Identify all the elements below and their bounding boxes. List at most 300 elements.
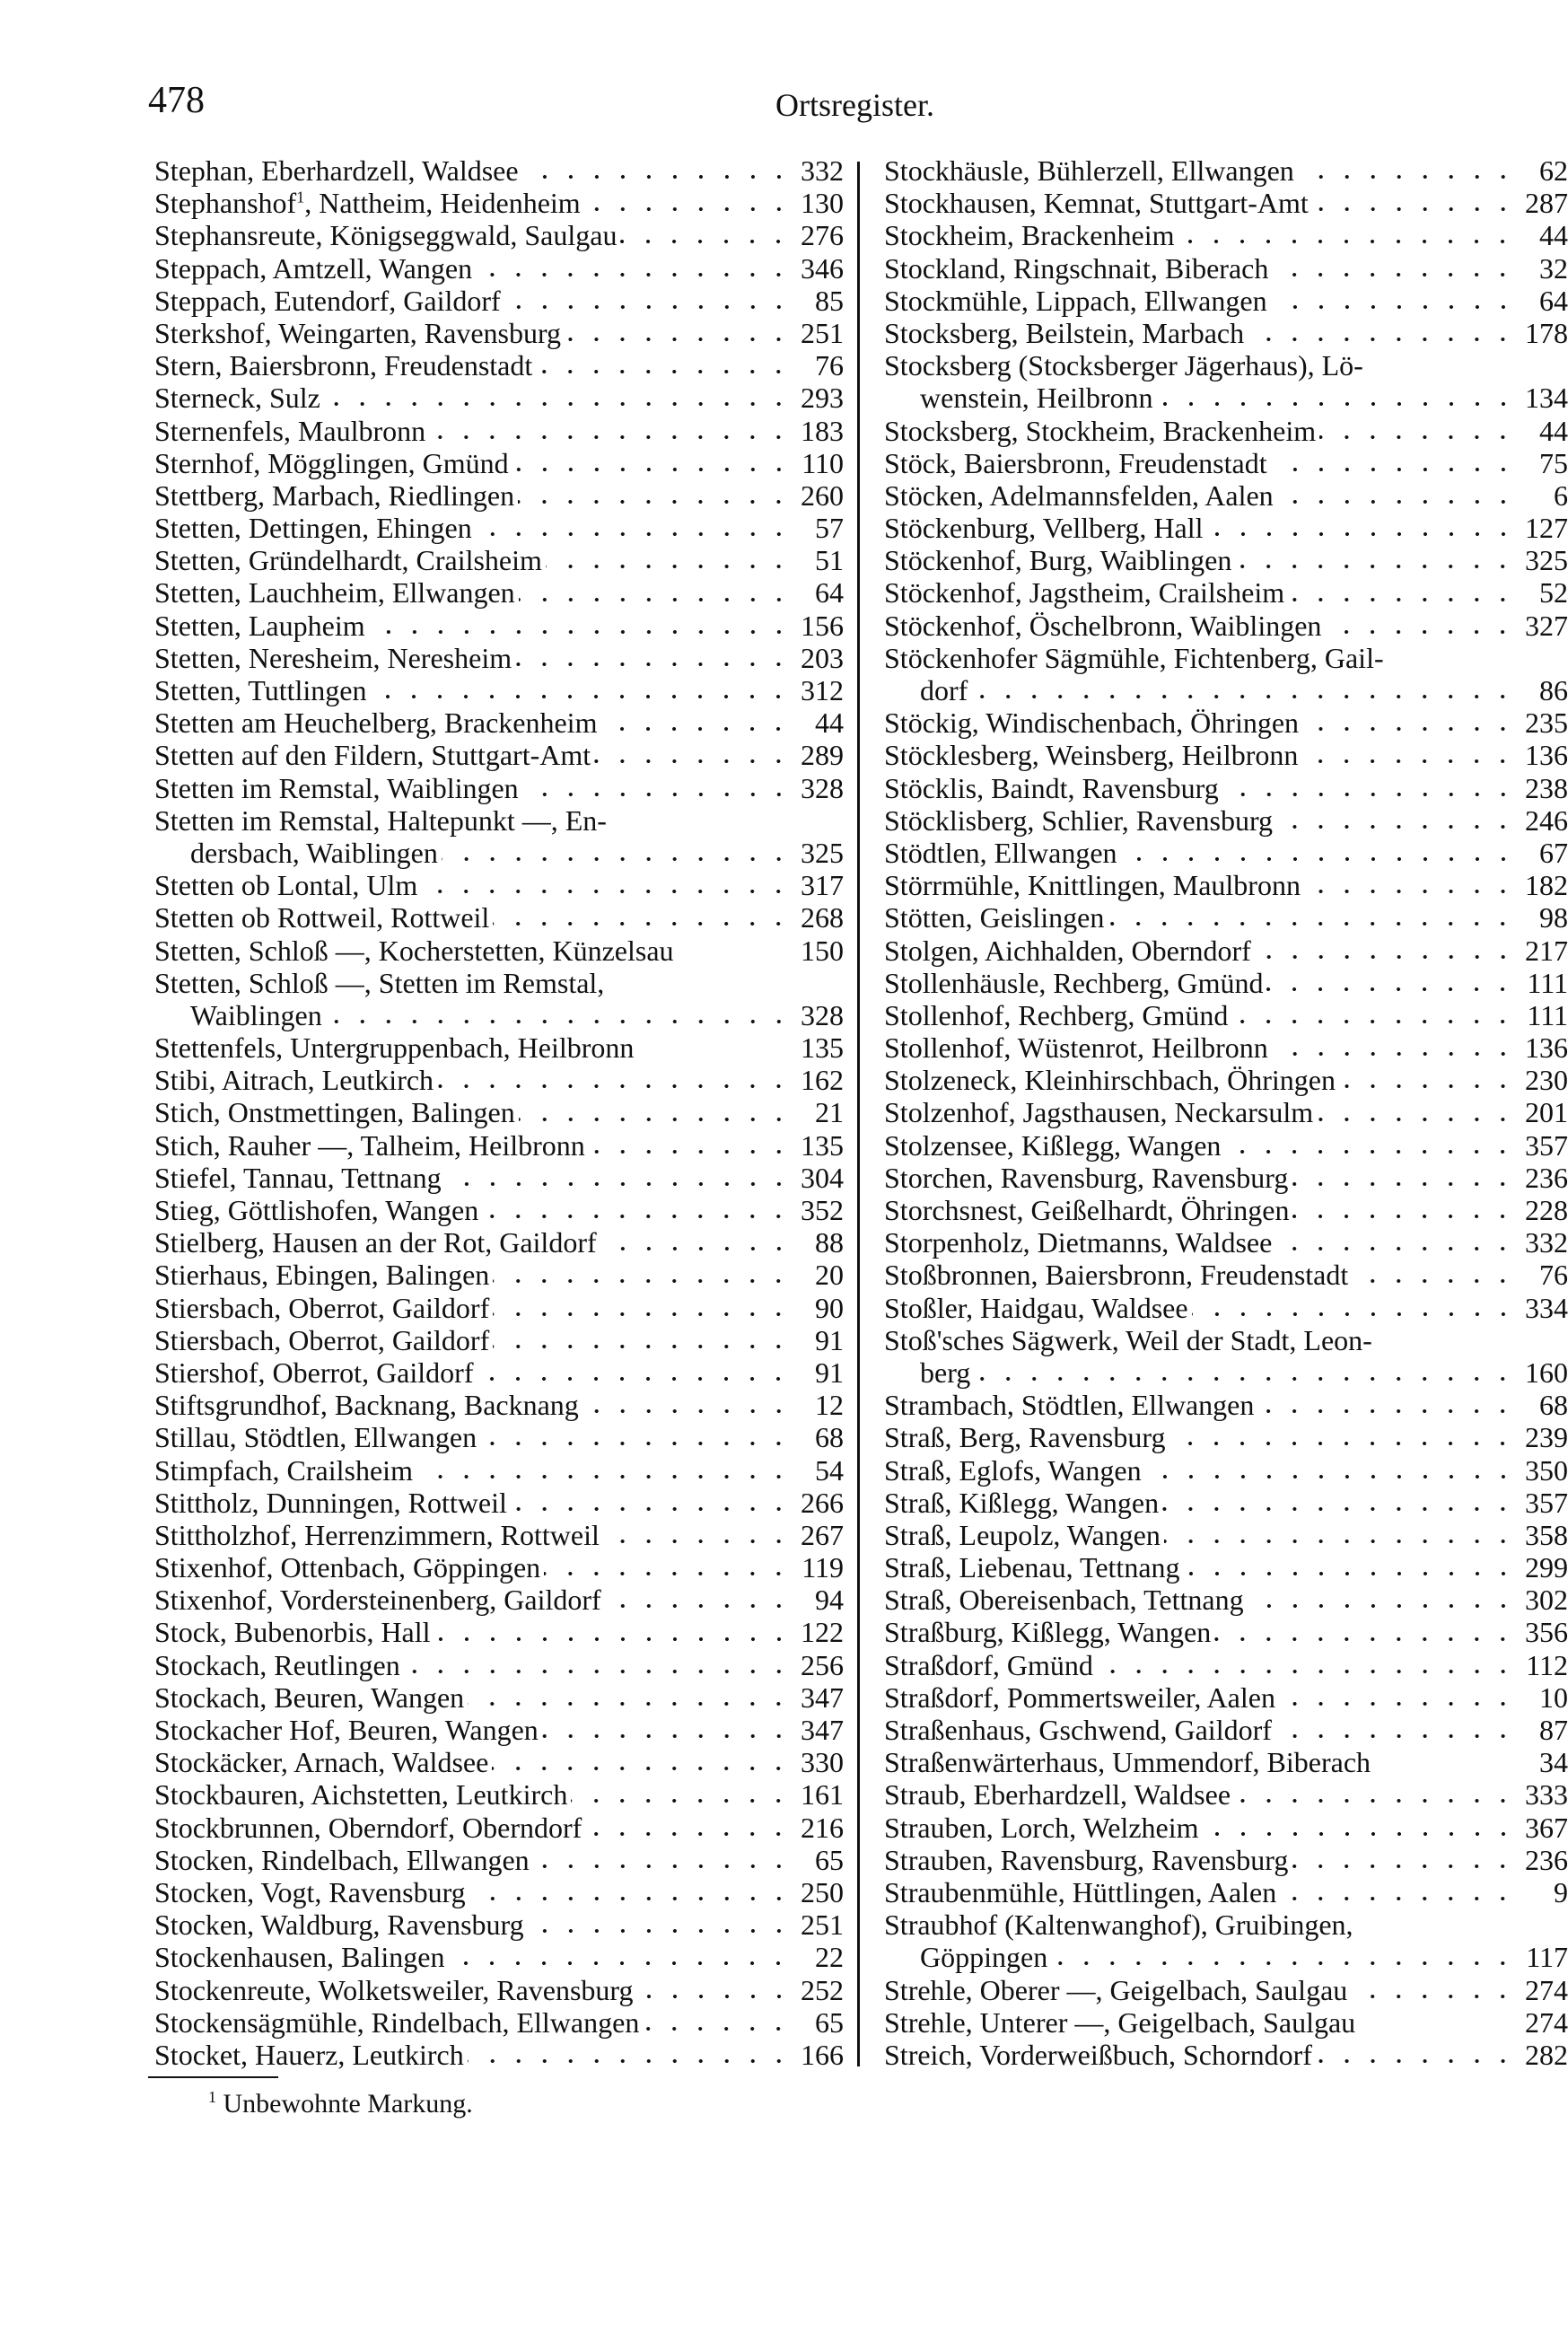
entry-text: Stetten, Laupheim <box>154 609 365 642</box>
entry-place-names <box>154 382 320 414</box>
entry-page-number: 68 <box>815 1421 844 1454</box>
entry-page-number: 76 <box>815 349 844 382</box>
dot-leader <box>1292 1212 1516 1221</box>
entry-page-number: 330 <box>801 1746 844 1779</box>
dot-leader <box>1271 303 1516 311</box>
entry-place-names <box>884 187 1309 219</box>
entry-page-number: 356 <box>1525 1616 1568 1649</box>
index-entry <box>154 1519 844 1551</box>
index-entry <box>884 706 1568 739</box>
dot-leader <box>585 1829 792 1838</box>
entry-text: Stiersbach, Oberrot, Gaildorf <box>154 1291 490 1324</box>
entry-page-number: 44 <box>815 706 844 740</box>
index-entry <box>884 1096 1568 1128</box>
dot-leader <box>468 2057 792 2066</box>
entry-page-number: 304 <box>801 1161 844 1194</box>
entry-place-names <box>884 447 1267 479</box>
entry-page-number: 328 <box>801 771 844 804</box>
entry-place-names <box>884 1746 1371 1778</box>
entry-place-names <box>884 804 1273 837</box>
index-entry <box>154 804 844 837</box>
dot-leader <box>1108 919 1516 928</box>
entry-text: Stoßbronnen, Baiersbronn, Freudenstadt <box>884 1259 1349 1292</box>
entry-text: Stockbrunnen, Oberndorf, Oberndorf <box>154 1811 583 1844</box>
index-entry <box>884 1812 1568 1844</box>
entry-place-names <box>154 1714 539 1746</box>
entry-text: Stettberg, Marbach, Riedlingen <box>154 478 515 512</box>
entry-place-names <box>884 1421 1165 1453</box>
dot-leader <box>1231 1017 1516 1026</box>
index-entry-continuation <box>884 382 1568 414</box>
dot-leader <box>1352 1277 1516 1285</box>
dot-leader <box>637 1992 793 2001</box>
dot-leader <box>493 1342 792 1351</box>
index-entry <box>154 154 844 187</box>
entry-place-names <box>884 1584 1244 1616</box>
entry-place-names <box>884 2006 1355 2039</box>
entry-place-names <box>920 382 1153 414</box>
entry-text: Stephan, Eberhardzell, Waldsee <box>154 154 519 187</box>
dot-leader <box>1051 1959 1516 1968</box>
entry-text: Stiefel, Tannau, Tettnang <box>154 1161 442 1194</box>
entry-page-number: 127 <box>1525 512 1568 545</box>
entry-page-number: 62 <box>1539 154 1568 187</box>
entry-text: Stöckenhof, Burg, Waiblingen <box>884 544 1232 577</box>
index-entry <box>154 1487 844 1519</box>
index-entry <box>884 1876 1568 1908</box>
entry-page-number: 88 <box>815 1226 844 1259</box>
index-entry <box>884 999 1568 1031</box>
index-entry <box>884 1031 1568 1064</box>
dot-leader <box>565 335 792 344</box>
dot-leader <box>605 1601 792 1610</box>
index-entry <box>884 1746 1568 1778</box>
entry-text: Stich, Rauher —, Talheim, Heilbronn <box>154 1128 585 1162</box>
entry-page-number: 20 <box>815 1259 844 1292</box>
entry-place-names <box>154 1876 466 1908</box>
dot-leader <box>1234 1796 1516 1805</box>
entry-place-names <box>154 285 501 317</box>
entry-page-number: 130 <box>801 187 844 220</box>
entry-page-number: 160 <box>1525 1356 1568 1389</box>
footnote-marker: 1 <box>208 2088 216 2106</box>
entry-text: Stierhaus, Ebingen, Balingen <box>154 1259 490 1292</box>
index-entry <box>884 512 1568 544</box>
entry-place-names <box>154 1941 444 1973</box>
entry-page-number: 178 <box>1525 316 1568 349</box>
entry-place-names <box>884 1226 1272 1259</box>
dot-leader <box>1316 2057 1516 2066</box>
entry-text: Straß, Kißlegg, Wangen <box>884 1486 1160 1519</box>
dot-leader <box>533 1862 792 1871</box>
entry-page-number: 328 <box>801 998 844 1031</box>
entry-text: Steppach, Amtzell, Wangen <box>154 251 473 285</box>
entry-page-number: 325 <box>1525 544 1568 577</box>
dot-leader <box>1192 1310 1516 1319</box>
entry-place-names <box>884 1259 1348 1291</box>
index-entry <box>884 1616 1568 1648</box>
entry-place-names <box>154 706 597 739</box>
dot-leader <box>1312 205 1516 214</box>
index-entry <box>884 1551 1568 1584</box>
index-entry <box>884 576 1568 609</box>
index-entry <box>154 1194 844 1226</box>
dot-leader <box>1275 1244 1516 1253</box>
entry-page-number: 256 <box>801 1648 844 1681</box>
entry-text: Stetten, Schloß —, Stetten im Remstal, <box>154 966 605 999</box>
dot-leader <box>1224 1147 1516 1156</box>
entry-place-names <box>884 869 1301 901</box>
dot-leader <box>1272 270 1516 279</box>
entry-place-names <box>884 1844 1288 1876</box>
entry-place-names <box>884 999 1228 1031</box>
entry-text: Stetten, Dettingen, Ehingen <box>154 512 472 545</box>
dot-leader <box>643 2024 792 2033</box>
entry-page-number: 312 <box>801 674 844 706</box>
index-entry <box>154 706 844 739</box>
entry-page-number: 327 <box>1525 609 1568 642</box>
dot-leader <box>1304 887 1516 896</box>
index-entry <box>884 2039 1568 2071</box>
dot-leader <box>546 562 792 571</box>
entry-page-number: 75 <box>1539 446 1568 479</box>
entry-page-number: 347 <box>801 1714 844 1746</box>
index-column-right <box>884 154 1568 2071</box>
dot-leader <box>515 660 792 669</box>
dot-leader <box>1292 1180 1516 1189</box>
index-entry <box>884 1487 1568 1519</box>
entry-text: Stockenreute, Wolketsweiler, Ravensburg <box>154 1973 634 2006</box>
entry-place-names <box>154 1519 600 1551</box>
dot-leader <box>1178 237 1516 246</box>
entry-place-names <box>154 512 472 544</box>
index-entry <box>154 1908 844 1941</box>
entry-place-names <box>154 901 489 934</box>
index-entry <box>154 544 844 576</box>
entry-text: Stöckig, Windischenbach, Öhringen <box>884 706 1300 740</box>
dot-leader <box>1169 1439 1516 1448</box>
index-entry <box>154 1389 844 1421</box>
entry-place-names <box>154 252 472 285</box>
entry-place-names <box>154 772 519 804</box>
dot-leader <box>1292 1862 1516 1871</box>
index-entry <box>884 285 1568 317</box>
entry-page-number: 350 <box>1525 1453 1568 1487</box>
dot-leader <box>1248 1601 1516 1610</box>
index-entry <box>154 1096 844 1128</box>
entry-place-names <box>884 1194 1289 1226</box>
entry-text: Straubenmühle, Hüttlingen, Aalen <box>884 1875 1277 1908</box>
index-entry <box>884 415 1568 447</box>
entry-page-number: 161 <box>801 1778 844 1812</box>
entry-page-number: 9 <box>1554 1875 1568 1908</box>
entry-place-names <box>154 1421 477 1453</box>
entry-place-names <box>884 317 1244 349</box>
entry-page-number: 325 <box>801 836 844 869</box>
index-entry <box>154 642 844 674</box>
entry-place-names <box>154 1356 473 1389</box>
dot-leader <box>1184 1569 1516 1578</box>
index-entry <box>154 869 844 901</box>
entry-text: Stillau, Stödtlen, Ellwangen <box>154 1421 477 1454</box>
dot-leader <box>1255 952 1516 961</box>
entry-place-names <box>154 219 617 251</box>
entry-place-names <box>884 1064 1336 1096</box>
index-entry <box>884 804 1568 837</box>
index-entry <box>154 1421 844 1453</box>
entry-text: Stettenfels, Untergruppenbach, Heilbronn <box>154 1031 635 1065</box>
entry-text: Stockenhausen, Balingen <box>154 1941 445 1974</box>
running-title: Ortsregister. <box>775 87 934 123</box>
dot-leader <box>493 1310 792 1319</box>
dot-leader <box>589 1147 792 1156</box>
dot-leader <box>1317 1115 1516 1124</box>
entry-page-number: 251 <box>801 316 844 349</box>
dot-leader <box>482 1212 792 1221</box>
entry-text: Stetten im Remstal, Waiblingen <box>154 771 519 804</box>
entry-text: Stockensägmühle, Rindelbach, Ellwangen <box>154 2005 640 2039</box>
entry-page-number: 34 <box>1539 1746 1568 1779</box>
entry-text: Straßdorf, Gmünd <box>884 1648 1093 1681</box>
entry-place-names <box>884 837 1117 869</box>
entry-page-number: 182 <box>1525 869 1568 902</box>
index-entry <box>154 1941 844 1973</box>
entry-place-names <box>884 1096 1313 1128</box>
entry-text: , Nattheim, Heidenheim <box>304 187 581 220</box>
entry-text: Strehle, Unterer —, Geigelbach, Saulgau <box>884 2005 1356 2039</box>
entry-text: berg <box>920 1356 971 1389</box>
entry-page-number: 12 <box>815 1389 844 1422</box>
entry-place-names <box>154 1096 515 1128</box>
index-entry <box>884 1778 1568 1811</box>
entry-page-number: 357 <box>1525 1486 1568 1519</box>
index-entry <box>884 154 1568 187</box>
dot-leader <box>1203 1829 1517 1838</box>
entry-page-number: 134 <box>1525 382 1568 415</box>
entry-page-number: 156 <box>801 609 844 642</box>
index-entry <box>154 1129 844 1162</box>
entry-page-number: 267 <box>801 1518 844 1551</box>
entry-page-number: 293 <box>801 382 844 415</box>
entry-text: Stixenhof, Ottenbach, Göppingen <box>154 1551 541 1584</box>
entry-text: Stollenhof, Wüstenrot, Heilbronn <box>884 1031 1268 1065</box>
entry-place-names <box>884 479 1274 512</box>
entry-page-number: 44 <box>1539 414 1568 447</box>
entry-text: Straß, Eglofs, Wangen <box>884 1453 1142 1487</box>
index-entry-continuation <box>884 674 1568 706</box>
entry-page-number: 67 <box>1539 836 1568 869</box>
entry-place-names <box>884 1292 1188 1324</box>
dot-leader <box>1222 790 1516 799</box>
index-entry <box>884 1324 1568 1356</box>
entry-page-number: 85 <box>815 284 844 317</box>
index-entry <box>154 1876 844 1908</box>
entry-text: Stetten ob Rottweil, Rottweil <box>154 901 490 934</box>
dot-leader <box>536 367 792 376</box>
index-entry <box>884 1908 1568 1941</box>
index-entry <box>884 1519 1568 1551</box>
dot-leader <box>600 724 792 733</box>
dot-leader <box>1302 724 1516 733</box>
dot-leader <box>1272 1049 1516 1058</box>
index-entry <box>884 1226 1568 1259</box>
entry-page-number: 352 <box>801 1194 844 1226</box>
entry-place-names <box>884 1908 1353 1941</box>
dot-leader <box>326 1017 792 1026</box>
entry-text: Stiershof, Oberrot, Gaildorf <box>154 1356 474 1389</box>
entry-page-number: 32 <box>1539 251 1568 285</box>
entry-page-number: 287 <box>1525 187 1568 220</box>
entry-text: Stocket, Hauerz, Leutkirch <box>154 2038 464 2071</box>
entry-place-names <box>884 285 1267 317</box>
dot-leader <box>519 595 792 604</box>
entry-text: Straßdorf, Pommertsweiler, Aalen <box>884 1680 1275 1714</box>
index-entry <box>154 674 844 706</box>
entry-text: Stetten, Lauchheim, Ellwangen <box>154 576 515 610</box>
dot-leader <box>1351 1992 1516 2001</box>
index-entry <box>154 1031 844 1064</box>
entry-text: Stollenhäusle, Rechberg, Gmünd <box>884 966 1264 999</box>
entry-place-names <box>884 154 1294 187</box>
index-entry <box>154 1649 844 1681</box>
dot-leader <box>1276 822 1516 831</box>
entry-place-names <box>154 349 532 382</box>
entry-place-names <box>884 1519 1161 1551</box>
entry-page-number: 94 <box>815 1584 844 1617</box>
dot-leader <box>974 1374 1516 1383</box>
entry-place-names <box>154 1778 567 1811</box>
entry-page-number: 268 <box>801 901 844 934</box>
entry-place-names <box>884 1389 1254 1421</box>
entry-text: Stieg, Göttlishofen, Wangen <box>154 1194 479 1226</box>
entry-text: Stiersbach, Oberrot, Gaildorf <box>154 1323 490 1356</box>
entry-text: Straubhof (Kaltenwanghof), Gruibingen, <box>884 1908 1353 1942</box>
entry-place-names <box>884 219 1174 251</box>
entry-page-number: 201 <box>1525 1096 1568 1129</box>
entry-text: Straßenwärterhaus, Ummendorf, Biberach <box>884 1746 1371 1779</box>
entry-text: Storpenholz, Dietmanns, Waldsee <box>884 1226 1273 1259</box>
entry-text: Stöck, Baiersbronn, Freudenstadt <box>884 446 1267 479</box>
dot-leader <box>1280 1894 1516 1903</box>
entry-page-number: 217 <box>1525 934 1568 967</box>
entry-place-names <box>884 642 1384 674</box>
index-entry <box>884 1649 1568 1681</box>
entry-page-number: 266 <box>801 1486 844 1519</box>
entry-text: Stocken, Vogt, Ravensburg <box>154 1875 466 1908</box>
footnote-text: Unbewohnte Markung. <box>223 2089 473 2119</box>
index-entry <box>154 252 844 285</box>
entry-page-number: 110 <box>802 446 844 479</box>
entry-text: Stockach, Reutlingen <box>154 1648 400 1681</box>
entry-place-names <box>154 1162 442 1194</box>
entry-place-names <box>154 1649 400 1681</box>
entry-page-number: 65 <box>815 2005 844 2039</box>
index-entry <box>884 544 1568 576</box>
entry-page-number: 357 <box>1525 1128 1568 1162</box>
index-entry <box>154 285 844 317</box>
entry-text: Stich, Onstmettingen, Balingen <box>154 1096 515 1129</box>
entry-page-number: 260 <box>801 478 844 512</box>
index-entry <box>884 1162 1568 1194</box>
entry-page-number: 98 <box>1539 901 1568 934</box>
entry-place-names <box>884 772 1219 804</box>
entry-place-names <box>154 1551 540 1584</box>
entry-place-names <box>884 1454 1142 1487</box>
dot-leader <box>1164 1537 1516 1546</box>
entry-text: Stöcklis, Baindt, Ravensburg <box>884 771 1219 804</box>
index-entry <box>154 1356 844 1389</box>
entry-page-number: 246 <box>1525 803 1568 837</box>
entry-place-names <box>154 1616 431 1648</box>
index-entry <box>154 1292 844 1324</box>
dot-leader <box>522 172 792 181</box>
index-entry <box>154 610 844 642</box>
index-entry <box>884 1064 1568 1096</box>
dot-leader <box>369 627 792 636</box>
entry-page-number: 238 <box>1525 771 1568 804</box>
entry-page-number: 135 <box>801 1031 844 1065</box>
index-entry <box>154 1746 844 1778</box>
index-column-left <box>154 154 844 2071</box>
dot-leader <box>528 1926 792 1935</box>
index-entry <box>154 219 844 251</box>
index-entry <box>884 901 1568 934</box>
index-entry <box>884 219 1568 251</box>
entry-text: Stöcklesberg, Weinsberg, Heilbronn <box>884 739 1299 772</box>
index-entry <box>154 1551 844 1584</box>
dot-leader <box>1301 757 1516 766</box>
entry-place-names <box>154 1908 524 1941</box>
entry-page-number: 230 <box>1525 1064 1568 1097</box>
index-entry <box>154 1454 844 1487</box>
index-entry <box>154 1681 844 1714</box>
entry-text: Stocksberg, Beilstein, Marbach <box>884 316 1245 349</box>
entry-text: Störrmühle, Knittlingen, Maulbronn <box>884 869 1301 902</box>
column-divider <box>857 162 860 2066</box>
dot-leader <box>1319 433 1516 442</box>
index-entry <box>154 1584 844 1616</box>
entry-page-number: 22 <box>815 1941 844 1974</box>
entry-page-number: 299 <box>1525 1551 1568 1584</box>
dot-leader <box>324 399 792 408</box>
entry-page-number: 122 <box>801 1616 844 1649</box>
entry-place-names <box>154 2039 464 2071</box>
index-entry <box>884 349 1568 382</box>
entry-page-number: 135 <box>801 1128 844 1162</box>
dot-leader <box>1207 530 1516 539</box>
entry-text: Streich, Vorderweißbuch, Schorndorf <box>884 2038 1312 2071</box>
entry-text: Stödtlen, Ellwangen <box>884 836 1117 869</box>
dot-leader <box>583 1407 792 1416</box>
entry-place-names <box>154 544 542 576</box>
entry-text: Straß, Liebenau, Tettnang <box>884 1551 1180 1584</box>
dot-leader <box>1374 1764 1516 1773</box>
entry-place-names <box>884 1487 1159 1519</box>
index-entry-continuation <box>154 999 844 1031</box>
entry-place-names <box>884 1714 1272 1746</box>
entry-place-names <box>884 1649 1093 1681</box>
entry-text: Stockhausen, Kemnat, Stuttgart-Amt <box>884 187 1309 220</box>
entry-page-number: 252 <box>801 1973 844 2006</box>
index-entry <box>884 1714 1568 1746</box>
dot-leader <box>971 692 1516 701</box>
entry-page-number: 203 <box>801 641 844 674</box>
entry-text: dorf <box>920 674 968 706</box>
entry-text: Stoßler, Haidgau, Waldsee <box>884 1291 1188 1324</box>
entry-text: Sternhof, Mögglingen, Gmünd <box>154 446 509 479</box>
entry-page-number: 111 <box>1527 966 1568 999</box>
entry-page-number: 251 <box>801 1908 844 1942</box>
